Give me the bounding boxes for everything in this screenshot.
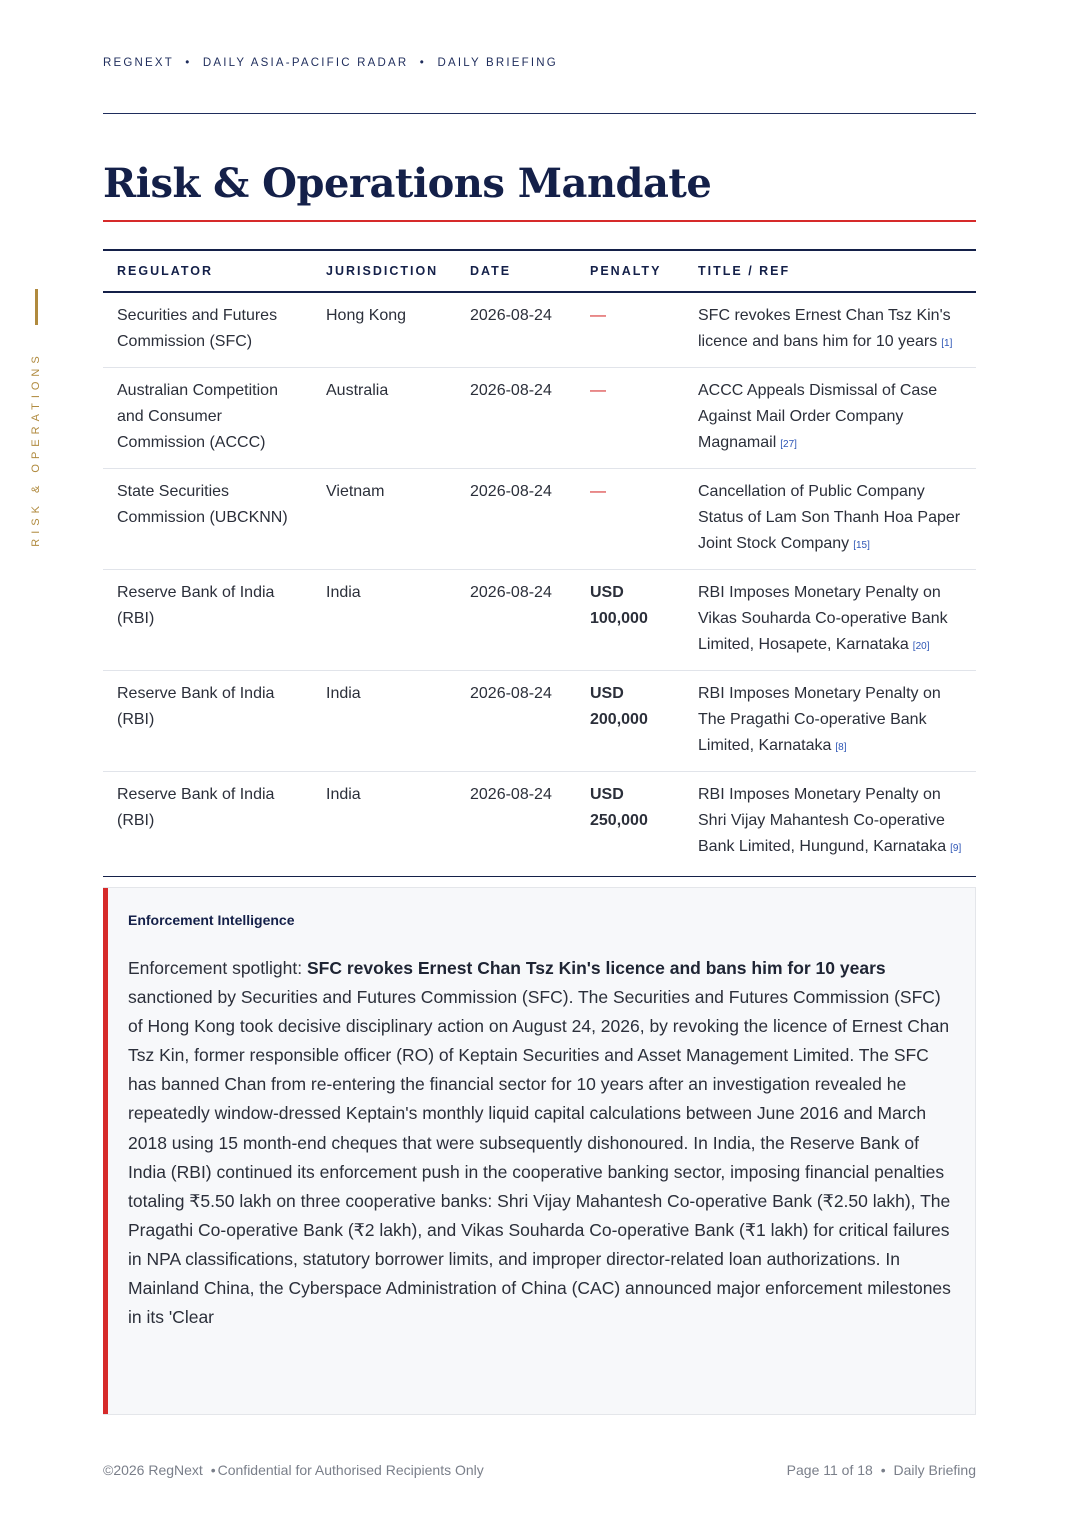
table-row <box>103 368 976 469</box>
date-cell: 2026-08-24 <box>456 469 576 570</box>
reference-link[interactable]: [27] <box>780 439 797 450</box>
table-row <box>103 469 976 570</box>
penalty-cell: — <box>576 469 684 570</box>
panel-accent-bar <box>103 888 108 1414</box>
jurisdiction-cell: India <box>312 671 456 772</box>
table-row <box>103 292 976 368</box>
regulator-cell: Reserve Bank of India (RBI) <box>103 671 312 772</box>
footer-separator: • <box>210 1462 216 1478</box>
title-text: RBI Imposes Monetary Penalty on Vikas Souharda Co-operative Bank Limited, Hosapete, Karnataka <box>698 584 948 653</box>
footer-copyright: ©2026 RegNext <box>103 1462 203 1478</box>
title-text: SFC revokes Ernest Chan Tsz Kin's licence and bans him for 10 years <box>698 307 951 350</box>
header-separator: • <box>419 57 427 69</box>
footer-right <box>787 1462 976 1478</box>
title-text: ACCC Appeals Dismissal of Case Against Mail Order Company Magnamail <box>698 382 938 451</box>
section-side-label: RISK & OPERATIONS <box>30 351 42 547</box>
panel-heading: Enforcement Intelligence <box>128 912 295 928</box>
penalty-cell: USD 250,000 <box>590 786 648 829</box>
footer-edition: Daily Briefing <box>893 1462 976 1478</box>
jurisdiction-cell: Vietnam <box>312 469 456 570</box>
reference-link[interactable]: [1] <box>941 338 953 349</box>
regulator-cell: Reserve Bank of India (RBI) <box>103 570 312 671</box>
date-cell: 2026-08-24 <box>456 368 576 469</box>
date-cell: 2026-08-24 <box>456 292 576 368</box>
header-brand: REGNEXT <box>103 57 174 69</box>
title-text: RBI Imposes Monetary Penalty on Shri Vijay Mahantesh Co-operative Bank Limited, Hungund, Karnataka <box>698 786 947 855</box>
header-separator: • <box>185 57 192 69</box>
table-header-row <box>103 250 976 292</box>
date-cell: 2026-08-24 <box>456 671 576 772</box>
regulator-cell: State Securities Commission (UBCKNN) <box>103 469 312 570</box>
jurisdiction-cell: India <box>312 570 456 671</box>
regulator-cell: Reserve Bank of India (RBI) <box>117 786 275 829</box>
table-row <box>103 772 976 877</box>
table-row <box>103 570 976 671</box>
column-header-jurisdiction: JURISDICTION <box>312 250 456 292</box>
title-cell <box>684 772 976 877</box>
column-header-penalty: PENALTY <box>576 250 684 292</box>
footer-separator: • <box>880 1462 886 1478</box>
panel-body <box>128 954 953 1332</box>
jurisdiction-cell: India <box>326 786 361 803</box>
penalty-cell: — <box>576 368 684 469</box>
reference-link[interactable]: [20] <box>912 641 930 652</box>
table-row <box>103 671 976 772</box>
jurisdiction-cell: Hong Kong <box>312 292 456 368</box>
penalty-cell: — <box>576 292 684 368</box>
date-cell: 2026-08-24 <box>456 570 576 671</box>
section-marker-bar <box>35 289 38 325</box>
spotlight-lead: Enforcement spotlight: <box>128 958 303 978</box>
reference-link[interactable]: [15] <box>853 540 870 551</box>
footer-page-number: Page 11 of 18 <box>786 1462 873 1478</box>
penalty-cell: USD 100,000 <box>576 570 684 671</box>
title-text: RBI Imposes Monetary Penalty on The Pragathi Co-operative Bank Limited, Karnataka <box>698 685 941 754</box>
regulator-cell: Securities and Futures Commission (SFC) <box>103 292 312 368</box>
title-cell <box>684 368 976 469</box>
header-edition: DAILY BRIEFING <box>437 57 558 69</box>
footer-confidential: Confidential for Authorised Recipients Only <box>217 1462 484 1478</box>
title-rule <box>103 220 976 222</box>
regulator-cell: Australian Competition and Consumer Commission (ACCC) <box>103 368 312 469</box>
column-header-regulator: REGULATOR <box>103 250 312 292</box>
header-publication: DAILY ASIA-PACIFIC RADAR <box>202 57 409 69</box>
running-header <box>103 57 558 69</box>
reference-link[interactable]: [9] <box>950 843 962 854</box>
page-title: Risk & Operations Mandate <box>103 160 712 207</box>
column-header-title-ref: TITLE / REF <box>684 250 976 292</box>
jurisdiction-cell: Australia <box>312 368 456 469</box>
header-rule <box>103 113 976 114</box>
reference-link[interactable]: [8] <box>835 742 847 753</box>
enforcement-intelligence-panel <box>103 887 976 1415</box>
title-cell <box>684 469 976 570</box>
title-cell <box>684 570 976 671</box>
enforcement-table <box>103 249 976 877</box>
title-cell <box>684 671 976 772</box>
date-cell: 2026-08-24 <box>470 786 552 803</box>
spotlight-body-text: sanctioned by Securities and Futures Commission (SFC). The Securities and Futures Commission (SFC) of Hong Kong took decisive disciplinary action on August 24, 2026, by revoking the licence of Ernest Chan Tsz Kin, former responsible officer (RO) of Keptain Securities and Asset Management Limited. The SFC has banned Chan from re-entering the financial sector for 10 years after an investigation revealed he repeatedly window-dressed Keptain's monthly liquid capital calculations between June 2016 and March 2018 using 15 month-end cheques that were subsequently dishonoured. In India, the Reserve Bank of India (RBI) continued its enforcement push in the cooperative banking sector, imposing financial penalties totaling ₹5.50 lakh on three cooperative banks: Shri Vijay Mahantesh Co-operative Bank (₹2.50 lakh), The Pragathi Co-operative Bank (₹2 lakh), and Vikas Souharda Co-operative Bank (₹1 lakh) for critical failures in NPA classifications, statutory borrower limits, and improper director-related loan authorizations. In Mainland China, the Cyberspace Administration of China (CAC) announced major enforcement milestones in its 'Clear <box>128 987 951 1328</box>
footer-left <box>103 1462 484 1478</box>
spotlight-headline: SFC revokes Ernest Chan Tsz Kin's licence and bans him for 10 years <box>307 958 886 978</box>
title-text: Cancellation of Public Company Status of Lam Son Thanh Hoa Paper Joint Stock Company <box>698 483 961 552</box>
title-cell <box>684 292 976 368</box>
penalty-cell: USD 200,000 <box>576 671 684 772</box>
column-header-date: DATE <box>456 250 576 292</box>
